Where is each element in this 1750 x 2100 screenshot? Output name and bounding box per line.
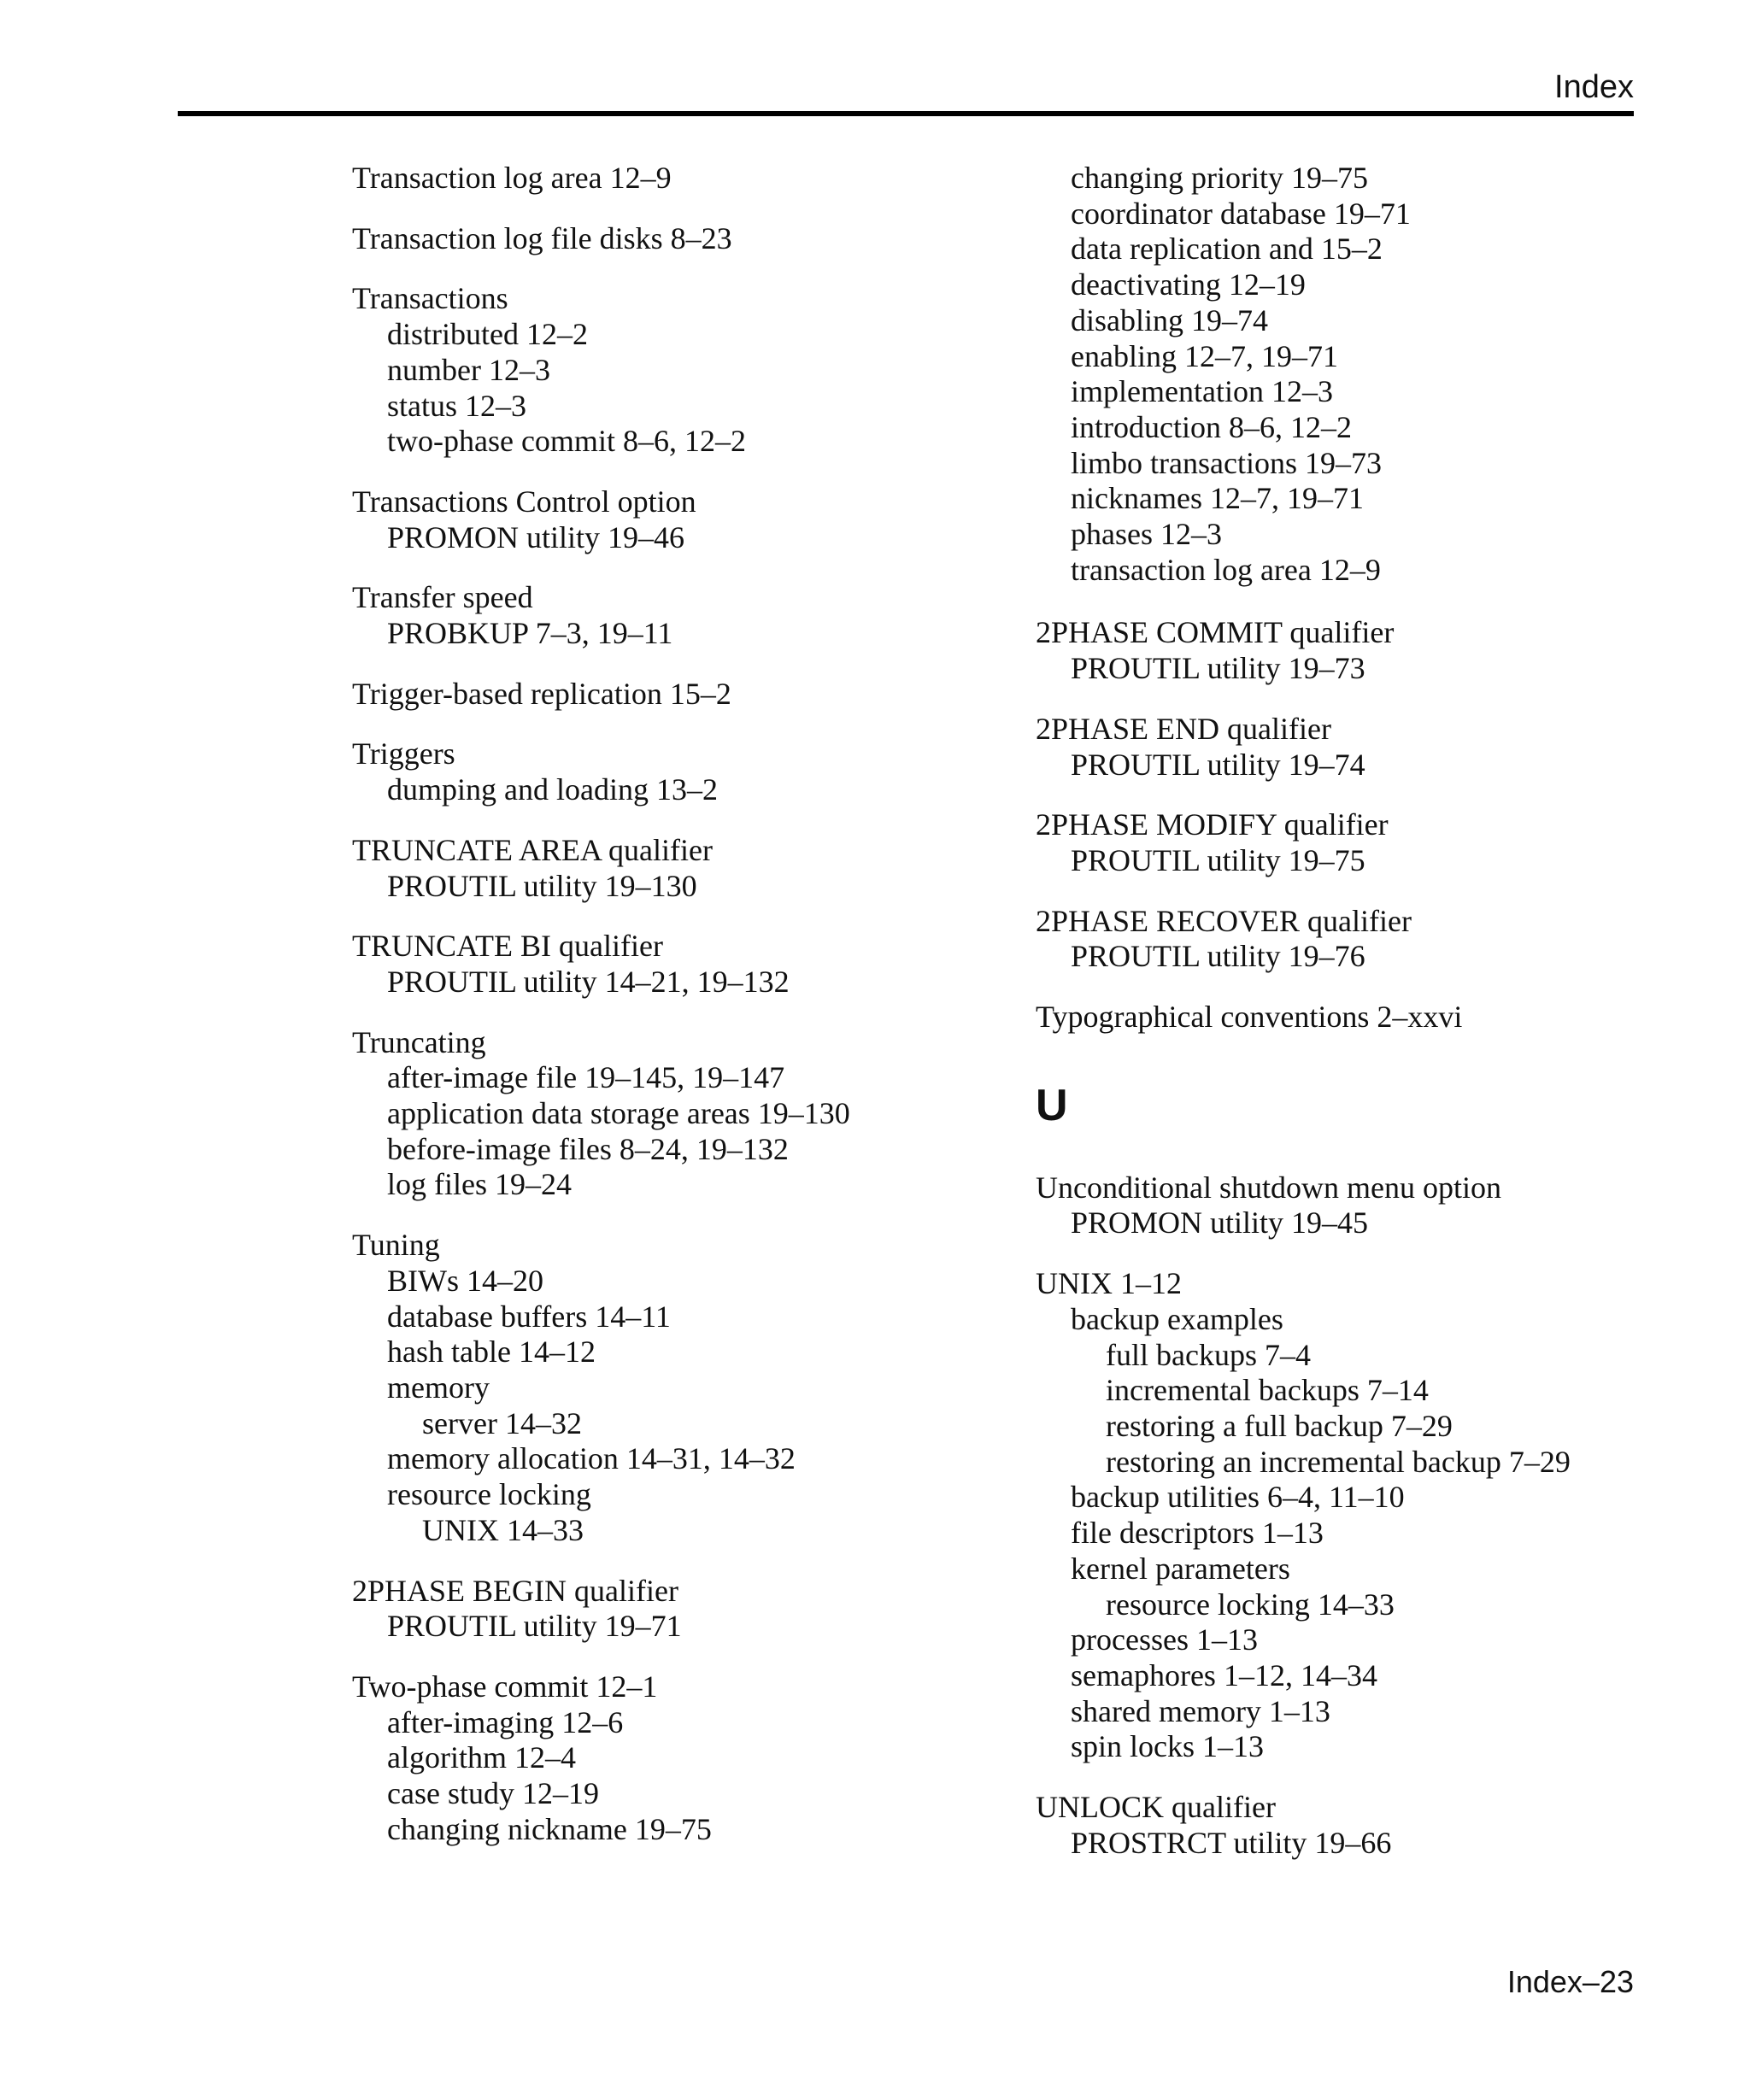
- index-entry: [352, 1228, 1001, 1548]
- index-entry-subterm: database buffers 14–11: [387, 1299, 671, 1334]
- index-entry-subterm: PROBKUP 7–3, 19–11: [387, 616, 673, 651]
- index-entry-subterm: algorithm 12–4: [387, 1740, 576, 1775]
- index-entry: [352, 833, 1001, 904]
- index-entry: [352, 677, 1001, 713]
- index-entry-subterm: PROUTIL utility 19–73: [1071, 651, 1365, 686]
- index-entry-subterm: PROUTIL utility 19–75: [1071, 842, 1365, 877]
- index-entry: [352, 161, 1001, 197]
- index-entry-subterm: spin locks 1–13: [1071, 1729, 1265, 1764]
- index-entry-subterm: nicknames 12–7, 19–71: [1071, 481, 1364, 516]
- index-entry-subterm: PROSTRCT utility 19–66: [1071, 1825, 1392, 1860]
- index-entry-subterm: memory: [387, 1370, 490, 1405]
- index-entry-subterm: PROMON utility 19–46: [387, 519, 685, 554]
- index-entry-subterm: status 12–3: [387, 388, 527, 423]
- index-entry-term: TRUNCATE BI qualifier: [352, 929, 663, 964]
- index-entry: [352, 484, 1001, 555]
- index-entry-term: Two-phase commit 12–1: [352, 1669, 658, 1704]
- index-entry-subterm: server 14–32: [422, 1405, 582, 1440]
- index-entry-term: UNIX 1–12: [1036, 1266, 1182, 1301]
- index-entry-subterm: enabling 12–7, 19–71: [1071, 338, 1338, 373]
- index-entry-subterm: hash table 14–12: [387, 1334, 596, 1370]
- index-entry: [352, 580, 1001, 651]
- index-entry: [1036, 1790, 1685, 1861]
- page-header-title: Index: [1554, 69, 1634, 105]
- index-entry-subterm: before-image files 8–24, 19–132: [387, 1131, 789, 1166]
- index-entry-subterm: application data storage areas 19–130: [387, 1096, 850, 1131]
- index-column-left: [352, 161, 1001, 1872]
- index-entry-subterm: changing nickname 19–75: [387, 1811, 712, 1846]
- index-entry: [1036, 161, 1685, 588]
- index-entry-subterm: full backups 7–4: [1106, 1337, 1311, 1372]
- index-column-right: [1036, 161, 1685, 1886]
- index-entry-subterm: file descriptors 1–13: [1071, 1516, 1324, 1551]
- page-number: Index–23: [1506, 1964, 1634, 1999]
- section-letter-heading: U: [1036, 1080, 1068, 1130]
- index-entry-subterm: UNIX 14–33: [422, 1512, 584, 1547]
- index-entry: [1036, 1000, 1685, 1035]
- index-entry-subterm: resource locking: [387, 1477, 591, 1512]
- index-entry-term: 2PHASE BEGIN qualifier: [352, 1573, 678, 1608]
- index-entry-term: Truncating: [352, 1024, 486, 1059]
- index-entry-term: 2PHASE MODIFY qualifier: [1036, 807, 1389, 842]
- index-entry-subterm: backup examples: [1071, 1301, 1283, 1336]
- index-entry-subterm: BIWs 14–20: [387, 1263, 543, 1298]
- index-entry: [1036, 1266, 1685, 1765]
- index-entry-subterm: resource locking 14–33: [1106, 1587, 1395, 1622]
- index-entry-subterm: changing priority 19–75: [1071, 161, 1368, 195]
- index-entry-subterm: data replication and 15–2: [1071, 232, 1383, 267]
- index-entry-subterm: number 12–3: [387, 352, 550, 387]
- index-entry-term: Transactions Control option: [352, 484, 696, 519]
- index-entry-subterm: PROUTIL utility 19–130: [387, 868, 697, 903]
- index-entry-subterm: restoring an incremental backup 7–29: [1106, 1444, 1571, 1479]
- index-entry-term: Tuning: [352, 1228, 440, 1263]
- index-entry: [1036, 807, 1685, 878]
- index-entry: [1036, 904, 1685, 975]
- index-entry-term: Typographical conventions 2–xxvi: [1036, 1000, 1463, 1035]
- index-entry: [352, 1574, 1001, 1645]
- index-entry-subterm: PROMON utility 19–45: [1071, 1205, 1369, 1241]
- index-entry-term: Unconditional shutdown menu option: [1036, 1170, 1501, 1205]
- index-entry-subterm: limbo transactions 19–73: [1071, 445, 1382, 480]
- index-entry-subterm: after-image file 19–145, 19–147: [387, 1060, 785, 1095]
- index-entry-subterm: dumping and loading 13–2: [387, 772, 718, 807]
- index-entry-subterm: PROUTIL utility 19–76: [1071, 939, 1365, 974]
- index-entry-subterm: processes 1–13: [1071, 1622, 1258, 1657]
- index-entry: [352, 736, 1001, 807]
- index-entry-subterm: restoring a full backup 7–29: [1106, 1408, 1453, 1443]
- index-entry-subterm: introduction 8–6, 12–2: [1071, 409, 1352, 444]
- index-entry-subterm: memory allocation 14–31, 14–32: [387, 1441, 796, 1476]
- index-entry-subterm: transaction log area 12–9: [1071, 552, 1381, 587]
- index-entry-term: 2PHASE RECOVER qualifier: [1036, 903, 1412, 938]
- index-entry-term: 2PHASE COMMIT qualifier: [1036, 615, 1395, 650]
- index-entry-subterm: incremental backups 7–14: [1106, 1373, 1429, 1408]
- index-entry-subterm: two-phase commit 8–6, 12–2: [387, 424, 746, 459]
- index-entry: [1036, 615, 1685, 686]
- index-entry: [352, 929, 1001, 1000]
- index-entry-term: Transactions: [352, 281, 508, 316]
- index-entry-subterm: semaphores 1–12, 14–34: [1071, 1657, 1377, 1692]
- index-entry-term: Triggers: [352, 736, 455, 771]
- index-entry: [1036, 1170, 1685, 1241]
- index-entry-subterm: implementation 12–3: [1071, 374, 1333, 409]
- index-entry-subterm: shared memory 1–13: [1071, 1693, 1330, 1728]
- index-entry-subterm: PROUTIL utility 19–71: [387, 1609, 682, 1644]
- index-entry-term: Trigger-based replication 15–2: [352, 676, 731, 711]
- header-rule: [178, 111, 1634, 116]
- index-entry-subterm: distributed 12–2: [387, 317, 588, 352]
- index-entry-subterm: disabling 19–74: [1071, 302, 1268, 337]
- index-entry-term: Transfer speed: [352, 580, 533, 615]
- index-entry-subterm: case study 12–19: [387, 1776, 599, 1811]
- index-entry-subterm: phases 12–3: [1071, 517, 1222, 552]
- index-entry: [1036, 712, 1685, 783]
- index-entry-term: UNLOCK qualifier: [1036, 1790, 1276, 1825]
- index-entry-subterm: PROUTIL utility 19–74: [1071, 747, 1365, 782]
- index-entry: [352, 1025, 1001, 1204]
- index-entry-subterm: backup utilities 6–4, 11–10: [1071, 1480, 1405, 1515]
- index-entry-subterm: kernel parameters: [1071, 1551, 1290, 1586]
- index-entry-subterm: PROUTIL utility 14–21, 19–132: [387, 964, 790, 999]
- index-entry-subterm: coordinator database 19–71: [1071, 196, 1411, 231]
- index-entry-subterm: after-imaging 12–6: [387, 1704, 624, 1739]
- index-entry-term: Transaction log file disks 8–23: [352, 220, 732, 255]
- index-entry-term: TRUNCATE AREA qualifier: [352, 832, 713, 867]
- index-entry: [352, 281, 1001, 460]
- index-entry-subterm: deactivating 12–19: [1071, 267, 1306, 302]
- index-entry: [352, 1669, 1001, 1848]
- index-entry: [352, 221, 1001, 257]
- index-entry-term: Transaction log area 12–9: [352, 161, 672, 195]
- index-entry-subterm: log files 19–24: [387, 1167, 572, 1202]
- index-entry-term: 2PHASE END qualifier: [1036, 711, 1331, 746]
